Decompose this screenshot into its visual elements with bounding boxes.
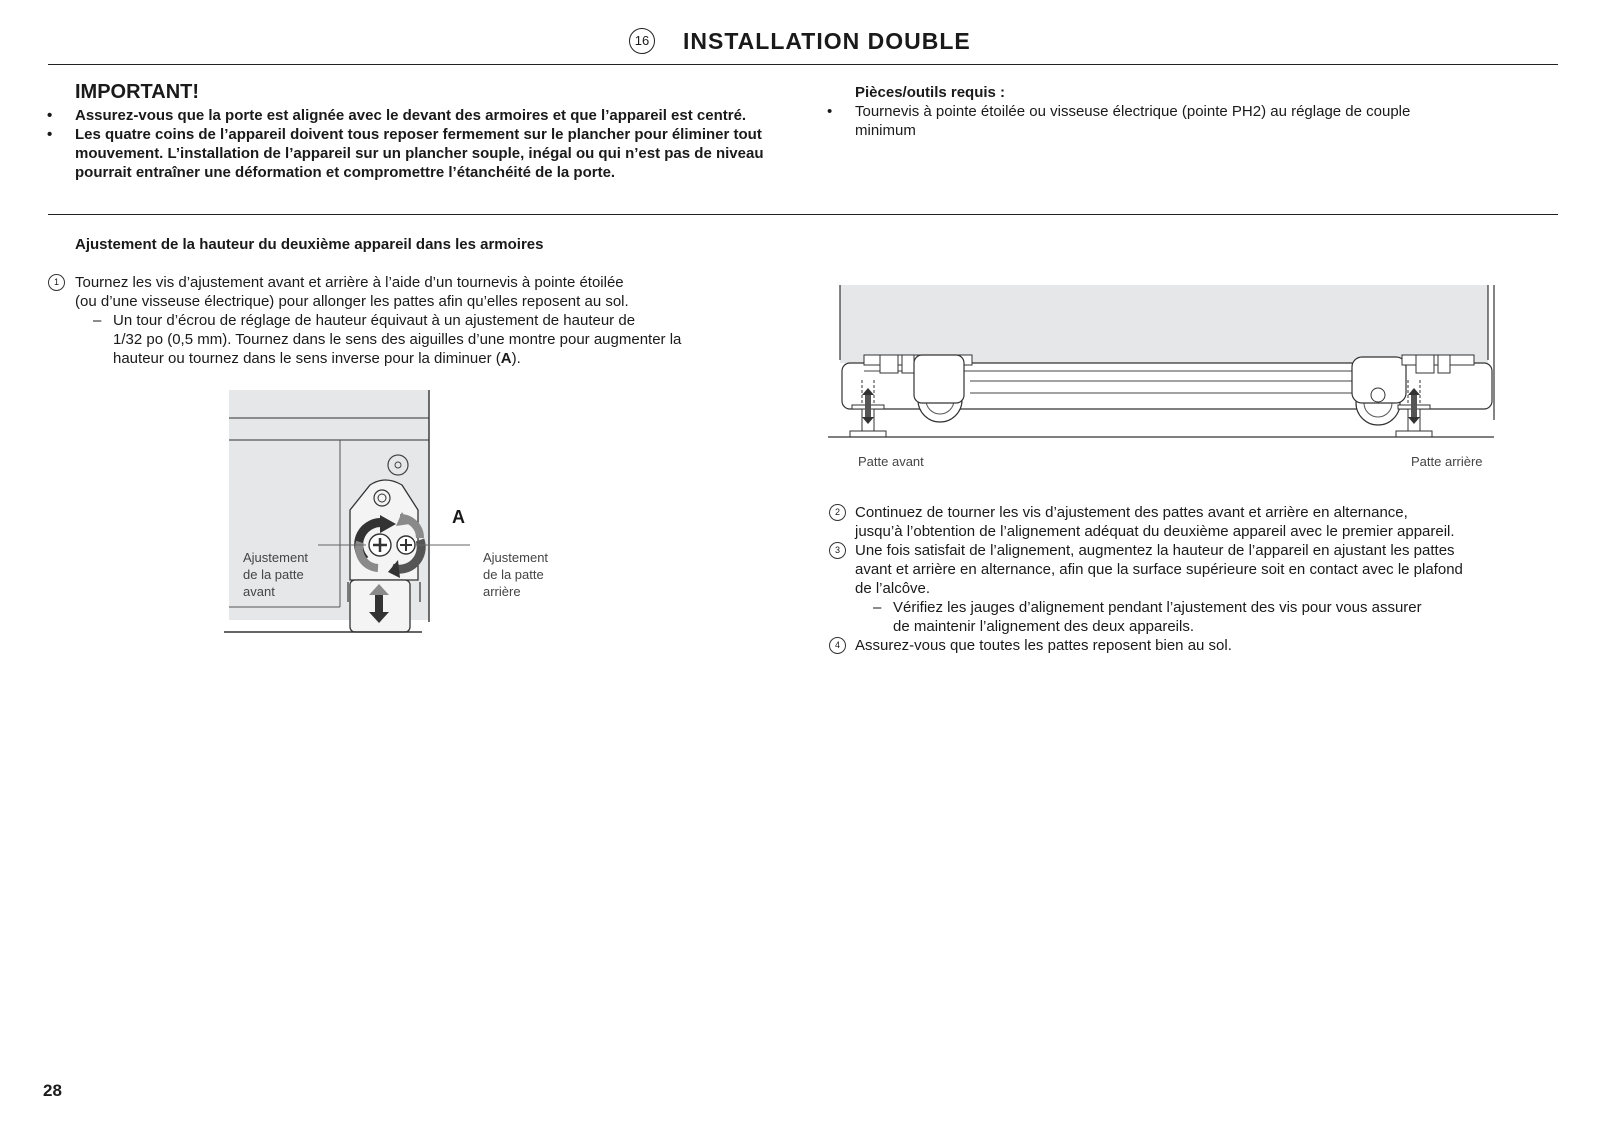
important-title: IMPORTANT! [75,81,200,103]
step-1-sub-line: hauteur ou tournez dans le sens inverse pour la diminuer (A). [113,350,521,367]
bullet-dot: • [47,126,53,143]
step-1-sub-text [113,311,793,368]
page-number: 28 [43,1081,62,1100]
step-3-text [855,541,1575,598]
label-line: avant [243,584,275,599]
step-number-2: 2 [829,504,846,521]
rear-leg-caption: Patte arrière [1411,454,1483,469]
step-1-line: (ou d’une visseuse électrique) pour allonger les pattes afin qu’elles reposent au sol. [75,293,629,310]
rear-leg-adjust-label [483,549,548,600]
parts-title: Pièces/outils requis : [855,84,1006,101]
step-1-line: Tournez les vis d’ajustement avant et arrière à l’aide d’un tournevis à pointe étoilée [75,274,624,291]
step-number-1: 1 [48,274,65,291]
step-number-badge: 16 [629,28,655,54]
bullet-dot: • [47,107,53,124]
callout-ref: A [500,350,512,367]
step-1-sub-line: Un tour d’écrou de réglage de hauteur équivaut à un ajustement de hauteur de [113,312,636,329]
step-1-sub-line: 1/32 po (0,5 mm). Tournez dans le sens des aiguilles d’une montre pour augmenter la [113,331,682,348]
step-3-sub-text [893,598,1573,636]
step-sub-line: de maintenir l’alignement des deux appareils. [893,618,1195,635]
section-divider [48,214,1558,215]
step-3-sub-dash: – [873,599,882,616]
front-leg-adjust-label [243,549,308,600]
step-4-text [855,636,1575,655]
appliance-side-figure [822,285,1512,455]
step-1-text [75,273,775,311]
bullet-dot: • [827,103,833,120]
step-number-3: 3 [829,542,846,559]
label-line: Ajustement [483,550,549,565]
page-header [0,28,1600,58]
label-line: arrière [483,584,521,599]
step-line: jusqu’à l’obtention de l’alignement adéquat du deuxième appareil avec le premier appareil. [855,523,1455,540]
step-2-text [855,503,1575,541]
front-leg-caption: Patte avant [858,454,924,469]
step-line: Une fois satisfait de l’alignement, augmentez la hauteur de l’appareil en ajustant les pattes [855,542,1455,559]
parts-item: • Tournevis à pointe étoilée ou visseuse électrique (pointe PH2) au réglage de couple minimum [827,103,1411,139]
step-1-sub-dash: – [93,312,102,329]
page-title: INSTALLATION DOUBLE [683,28,971,54]
important-item: • Assurez-vous que la porte est alignée avec le devant des armoires et que l’appareil est centré. [47,107,747,124]
leg-adjustment-figure [220,390,580,650]
step-line: Continuez de tourner les vis d’ajustement des pattes avant et arrière en alternance, [855,504,1408,521]
header-divider [48,64,1558,65]
section-heading: Ajustement de la hauteur du deuxième appareil dans les armoires [75,236,544,253]
callout-a-label: A [452,507,465,527]
label-line: de la patte [243,567,304,582]
label-line: de la patte [483,567,544,582]
step-sub-line: Vérifiez les jauges d’alignement pendant l’ajustement des vis pour vous assurer [893,599,1422,616]
important-item: • Les quatre coins de l’appareil doivent tous reposer fermement sur le plancher pour éliminer tout mouvement. L’installation de l’appareil sur un plancher souple, inégal ou qui n’est pas de niveau pourrait entraîner une déformation et compromettre l’étanchéité de la porte. [47,126,764,181]
important-list [47,106,777,182]
step-line: Assurez-vous que toutes les pattes reposent bien au sol. [855,637,1232,654]
step-number-4: 4 [829,637,846,654]
parts-list [827,102,1467,140]
step-line: avant et arrière en alternance, afin que la surface supérieure soit en contact avec le plafond [855,561,1463,578]
label-line: Ajustement [243,550,309,565]
step-line: de l’alcôve. [855,580,931,597]
